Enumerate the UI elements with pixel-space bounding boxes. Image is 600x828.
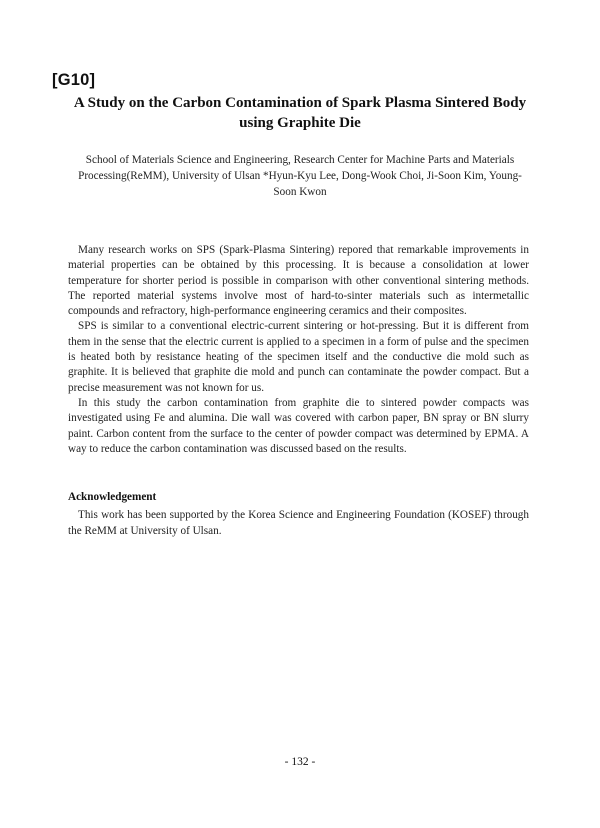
abstract-code: [G10]: [52, 71, 96, 89]
abstract-body: [68, 243, 529, 457]
paragraph-3: In this study the carbon contamination from graphite die to sintered powder compacts was investigated using Fe and alumina. Die wall was covered with carbon paper, BN spray or BN slurry paint. Carbon content from the surface to the center of powder compact was determined by EPMA. A way to reduce the carbon contamination was discussed based on the results.: [68, 396, 529, 455]
acknowledgement-text: This work has been supported by the Korea Science and Engineering Foundation (KOSEF) through the ReMM at University of Ulsan.: [68, 509, 529, 537]
author-affiliation: School of Materials Science and Engineering, Research Center for Machine Parts and Materials Processing(ReMM), University of Ulsan *Hyun-Kyu Lee, Dong-Wook Choi, Ji-Soon Kim, Young-Soon Kwon: [78, 154, 522, 198]
page-number: - 132 -: [284, 756, 316, 768]
paragraph-2: SPS is similar to a conventional electric-current sintering or hot-pressing. But it is different from them in the sense that the electric current is applied to a specimen in a form of pulse and the specimen is heated both by resistance heating of the specimen itself and the conductive die mold such as graphite. It is believed that graphite die mold and punch can contaminate the powder compact. But a precise measurement was not known for us.: [68, 320, 529, 394]
paragraph-1: Many research works on SPS (Spark-Plasma Sintering) repored that remarkable improvements in material properties can be obtained by this processing. It is because a consolidation at lower temperature for shorter period is possible in comparison with other conventional sintering methods. The reported material systems involve most of hard-to-sinter materials such as intermetallic compounds and refractory, high-performance engineering ceramics and their composites.: [68, 244, 529, 318]
acknowledgement-heading: Acknowledgement: [68, 491, 157, 503]
paper-title: A Study on the Carbon Contamination of Spark Plasma Sintered Body using Graphite Die: [73, 95, 527, 131]
acknowledgement-section: [68, 507, 529, 539]
